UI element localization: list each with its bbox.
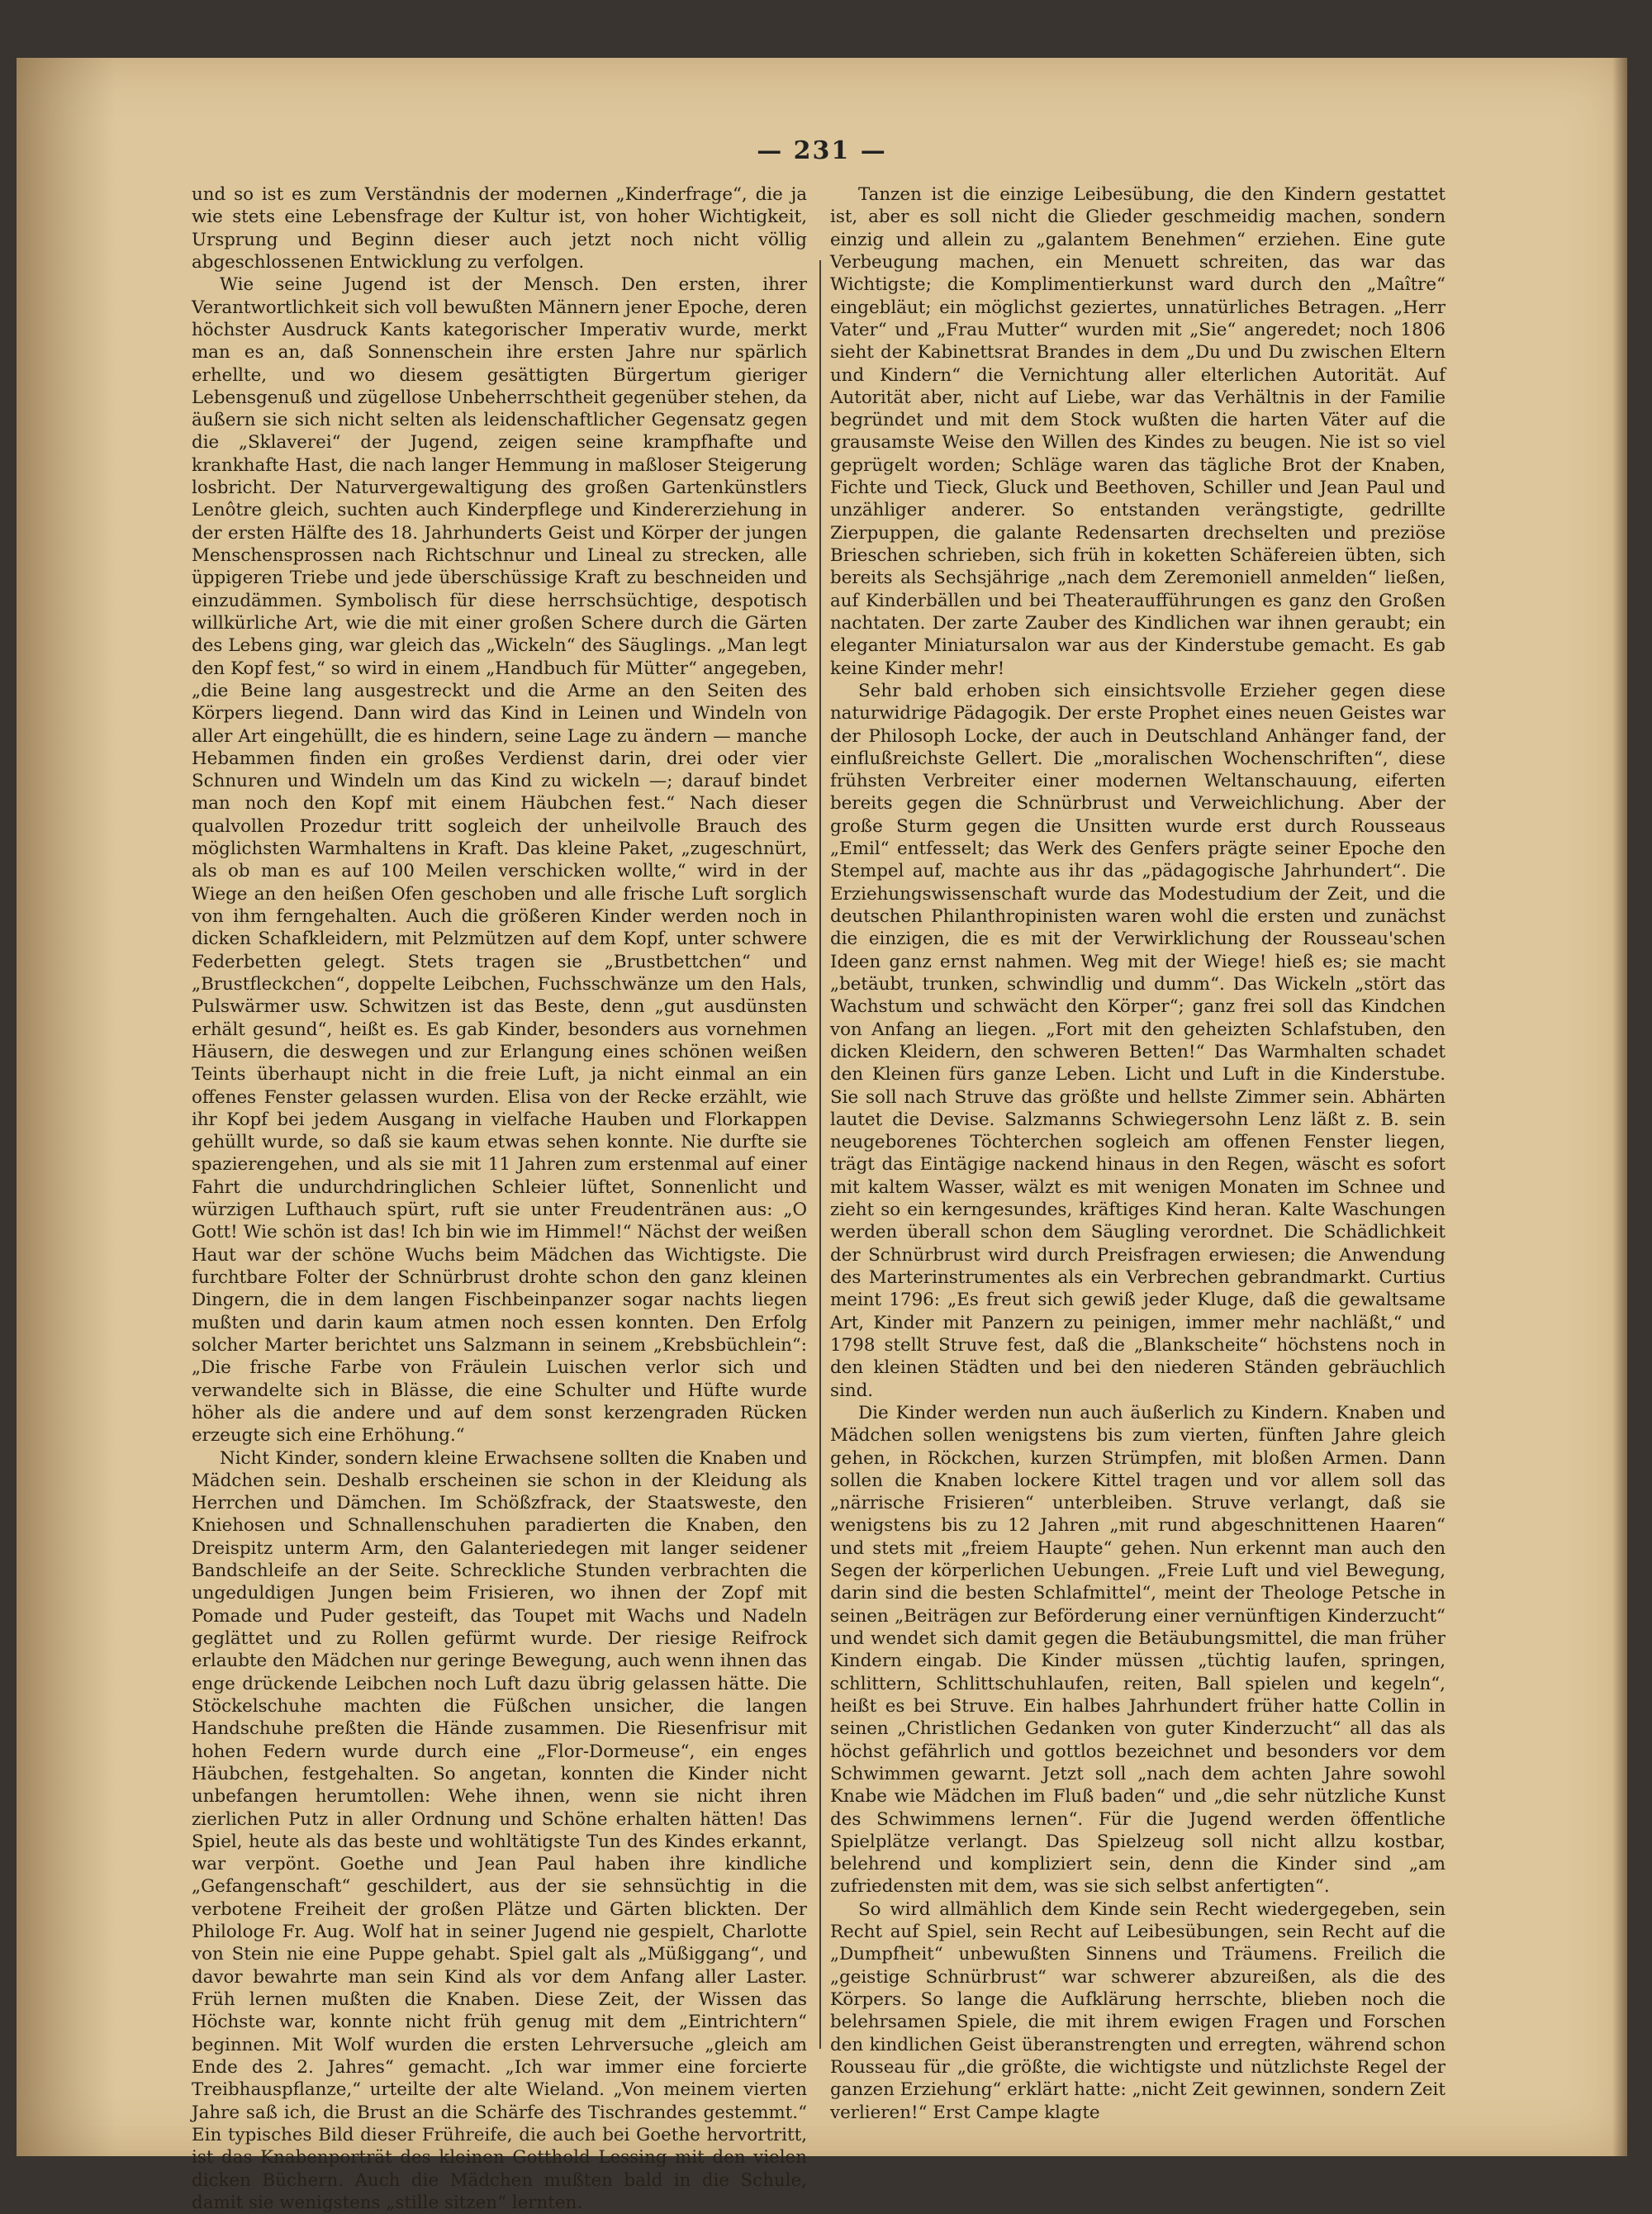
column-divider [819, 260, 821, 2049]
paragraph: Die Kinder werden nun auch äußerlich zu Kindern. Knaben und Mädchen sollen wenigstens bis zum vierten, fünften Jahre gleich gehen, in Röckchen, kurzen Strümpfen, mit bloßen Armen. Dann sollen die Knaben lockere Kittel tragen und vor allem soll das „närrische Frisieren“ unterbleiben. Struve verlangt, daß sie wenigstens bis zu 12 Jahren „mit rund abgeschnittenen Haaren“ und stets mit „freiem Haupte“ gehen. Nun erkennt man auch den Segen der körperlichen Uebungen. „Freie Luft und viel Bewegung, darin sind die besten Schlafmittel“, meint der Theologe Petsche in seinen „Beiträgen zur Beförderung einer vernünftigen Kinderzucht“ und wendet sich damit gegen die Betäubungsmittel, die man früher Kindern eingab. Die Kinder müssen „tüchtig laufen, springen, schlittern, Schlittschuhlaufen, reiten, Ball spielen und kegeln“, heißt es bei Struve. Ein halbes Jahrhundert früher hatte Collin in seinen „Christlichen Gedanken von guter Kinderzucht“ all das als höchst gefährlich und gottlos bezeichnet und besonders vor dem Schwimmen gewarnt. Jetzt soll „nach dem achten Jahre sowohl Knabe wie Mädchen im Fluß baden“ und „die sehr nützliche Kunst des Schwimmens lernen“. Für die Jugend werden öffentliche Spielplätze verlangt. Das Spielzeug soll nicht allzu kostbar, belehrend und kompliziert sein, denn die Kinder sind „am zufriedensten mit dem, was sie sich selbst anfertigten“. [830, 1402, 1446, 1898]
left-column [192, 183, 807, 2075]
book-page [17, 58, 1627, 2156]
paragraph: Wie seine Jugend ist der Mensch. Den ersten, ihrer Verantwortlichkeit sich voll bewußten Männern jener Epoche, deren höchster Ausdruck Kants kategorischer Imperativ wurde, merkt man es an, daß Sonnenschein ihre ersten Jahre nur spärlich erhellte, und wo diesem gesättigten Bürgertum gieriger Lebensgenuß und zügellose Unbeherrschtheit gegenüber stehen, da äußern sie sich nicht selten als leidenschaftlicher Gegensatz gegen die „Sklaverei“ der Jugend, zeigen seine krampfhafte und krankhafte Hast, die nach langer Hemmung in maßloser Steigerung losbricht. Der Naturvergewaltigung des großen Gartenkünstlers Lenôtre gleich, suchten auch Kinderpflege und Kindererziehung in der ersten Hälfte des 18. Jahrhunderts Geist und Körper der jungen Menschensprossen nach Richtschnur und Lineal zu strecken, alle üppigeren Triebe und jede überschüssige Kraft zu beschneiden und einzudämmen. Symbolisch für diese herrschsüchtige, despotisch willkürliche Art, wie die mit einer großen Schere durch die Gärten des Lebens ging, war gleich das „Wickeln“ des Säuglings. „Man legt den Kopf fest,“ so wird in einem „Handbuch für Mütter“ angegeben, „die Beine lang ausgestreckt und die Arme an den Seiten des Körpers liegend. Dann wird das Kind in Leinen und Windeln von aller Art eingehüllt, die es hindern, seine Lage zu ändern — manche Hebammen finden ein großes Verdienst darin, drei oder vier Schnuren und Windeln um das Kind zu wickeln —; darauf bindet man noch den Kopf mit einem Häubchen fest.“ Nach dieser qualvollen Prozedur tritt sogleich der unheilvolle Brauch des möglichsten Warmhaltens in Kraft. Das kleine Paket, „zugeschnürt, als ob man es auf 100 Meilen verschicken wollte,“ wird in der Wiege an den heißen Ofen geschoben und alle frische Luft sorglich von ihm ferngehalten. Auch die größeren Kinder werden noch in dicken Schafkleidern, mit Pelzmützen auf dem Kopf, unter schwere Federbetten gelegt. Stets tragen sie „Brustbettchen“ und „Brustfleckchen“, doppelte Leibchen, Fuchsschwänze um den Hals, Pulswärmer usw. Schwitzen ist das Beste, denn „gut ausdünsten erhält gesund“, heißt es. Es gab Kinder, besonders aus vornehmen Häusern, die deswegen und zur Erlangung eines schönen weißen Teints überhaupt nicht in die freie Luft, ja nicht einmal an ein offenes Fenster gelassen wurden. Elisa von der Recke erzählt, wie ihr Kopf bei jedem Ausgang in vielfache Hauben und Florkappen gehüllt wurde, so daß sie kaum etwas sehen konnte. Nie durfte sie spazierengehen, und als sie mit 11 Jahren zum erstenmal auf einer Fahrt die undurchdringlichen Schleier lüftet, Sonnenlicht und würzigen Lufthauch spürt, ruft sie unter Freudentränen aus: „O Gott! Wie schön ist das! Ich bin wie im Himmel!“ Nächst der weißen Haut war der schöne Wuchs beim Mädchen das Wichtigste. Die furchtbare Folter der Schnürbrust drohte schon den ganz kleinen Dingern, die in dem langen Fischbeinpanzer sogar nachts liegen mußten und darin kaum atmen noch essen konnten. Den Erfolg solcher Marter berichtet uns Salzmann in seinem „Krebsbüchlein“: „Die frische Farbe von Fräulein Luischen verlor sich und verwandelte sich in Blässe, die eine Schulter und Hüfte wurde höher als die andere und auf dem sonst kerzengraden Rücken erzeugte sich eine Erhöhung.“ [192, 273, 807, 1447]
page-number: — 231 — [17, 136, 1627, 165]
page-edge-shadow [1612, 58, 1627, 2156]
paragraph: Tanzen ist die einzige Leibesübung, die den Kindern gestattet ist, aber es soll nicht die Glieder geschmeidig machen, sondern einzig und allein zu „galantem Benehmen“ erziehen. Eine gute Verbeugung machen, ein Menuett schreiten, das war das Wichtigste; die Komplimentierkunst ward durch den „Maître“ eingebläut; ein möglichst geziertes, unnatürliches Betragen. „Herr Vater“ und „Frau Mutter“ wurden mit „Sie“ angeredet; noch 1806 sieht der Kabinettsrat Brandes in dem „Du und Du zwischen Eltern und Kindern“ die Vernichtung aller elterlichen Autorität. Auf Autorität aber, nicht auf Liebe, war das Verhältnis in der Familie begründet und mit dem Stock wußten die harten Väter auf die grausamste Weise den Willen des Kindes zu beugen. Nie ist so viel geprügelt worden; Schläge waren das tägliche Brot der Knaben, Fichte und Tieck, Gluck und Beethoven, Schiller und Jean Paul und unzähliger anderer. So entstanden verängstigte, gedrillte Zierpuppen, die galante Redensarten drechselten und preziöse Brieschen schrieben, sich früh in koketten Schäfereien übten, sich bereits als Sechsjährige „nach dem Zeremoniell anmelden“ ließen, auf Kinderbällen und bei Theateraufführungen es ganz den Großen nachtaten. Der zarte Zauber des Kindlichen war ihnen geraubt; ein eleganter Miniatursalon war aus der Kinderstube gemacht. Es gab keine Kinder mehr! [830, 183, 1446, 680]
paragraph: und so ist es zum Verständnis der modernen „Kinderfrage“, die ja wie stets eine Lebensfrage der Kultur ist, von hoher Wichtigkeit, Ursprung und Beginn dieser auch jetzt noch nicht völlig abgeschlossenen Entwicklung zu verfolgen. [192, 183, 807, 273]
paragraph: Sehr bald erhoben sich einsichtsvolle Erzieher gegen diese naturwidrige Pädagogik. Der erste Prophet eines neuen Geistes war der Philosoph Locke, der auch in Deutschland Anhänger fand, der einflußreichste Gellert. Die „moralischen Wochenschriften“, diese frühsten Verbreiter einer modernen Weltanschauung, eiferten bereits gegen die Schnürbrust und Verweichlichung. Aber der große Sturm gegen die Unsitten wurde erst durch Rousseaus „Emil“ entfesselt; das Werk des Genfers prägte seiner Epoche den Stempel auf, machte aus ihr das „pädagogische Jahrhundert“. Die Erziehungswissenschaft wurde das Modestudium der Zeit, und die deutschen Philanthropinisten waren wohl die ersten und zunächst die einzigen, die es mit der Verwirklichung der Rousseau'schen Ideen ganz ernst nahmen. Weg mit der Wiege! hieß es; sie macht „betäubt, trunken, schwindlig und dumm“. Das Wickeln „stört das Wachstum und schwächt den Körper“; ganz frei soll das Kindchen von Anfang an liegen. „Fort mit den geheizten Schlafstuben, den dicken Kleidern, den schweren Betten!“ Das Warmhalten schadet den Kleinen fürs ganze Leben. Licht und Luft in die Kinderstube. Sie soll nach Struve das größte und hellste Zimmer sein. Abhärten lautet die Devise. Salzmanns Schwiegersohn Lenz läßt z. B. sein neugeborenes Töchterchen sogleich am offenen Fenster liegen, trägt das Eintägige nackend hinaus in den Regen, wäscht es sofort mit kaltem Wasser, wälzt es mit wenigen Monaten im Schnee und zieht so ein kerngesundes, kräftiges Kind heran. Kalte Waschungen werden überall schon dem Säugling verordnet. Die Schädlichkeit der Schnürbrust wird durch Preisfragen erwiesen; die Anwendung des Marterinstrumentes als ein Verbrechen gebrandmarkt. Curtius meint 1796: „Es freut sich gewiß jeder Kluge, daß die gewaltsame Art, Kinder mit Panzern zu peinigen, immer mehr nachläßt,“ und 1798 stellt Struve fest, daß die „Blankscheite“ höchstens noch in den kleinen Städten und bei den niederen Ständen gebräuchlich sind. [830, 680, 1446, 1402]
right-column [830, 183, 1446, 2075]
paragraph: Nicht Kinder, sondern kleine Erwachsene sollten die Knaben und Mädchen sein. Deshalb erscheinen sie schon in der Kleidung als Herrchen und Dämchen. Im Schößzfrack, der Staatsweste, den Kniehosen und Schnallenschuhen paradierten die Knaben, den Dreispitz unterm Arm, den Galanteriedegen mit langer seidener Bandschleife an der Seite. Schreckliche Stunden verbrachten die ungeduldigen Jungen beim Frisieren, wo ihnen der Zopf mit Pomade und Puder gesteift, das Toupet mit Wachs und Nadeln geglättet und zu Rollen gefürmt wurde. Der riesige Reifrock erlaubte den Mädchen nur geringe Bewegung, auch wenn ihnen das enge drückende Leibchen noch Luft dazu übrig gelassen hätte. Die Stöckelschuhe machten die Füßchen unsicher, die langen Handschuhe preßten die Hände zusammen. Die Riesenfrisur mit hohen Federn wurde durch eine „Flor-Dormeuse“, ein enges Häubchen, festgehalten. So angetan, konnten die Kinder nicht unbefangen herumtollen: Wehe ihnen, wenn sie nicht ihren zierlichen Putz in aller Ordnung und Schöne erhalten hätten! Das Spiel, heute als das beste und wohltätigste Tun des Kindes erkannt, war verpönt. Goethe und Jean Paul haben ihre kindliche „Gefangenschaft“ geschildert, aus der sie sehnsüchtig in die verbotene Freiheit der großen Plätze und Gärten blickten. Der Philologe Fr. Aug. Wolf hat in seiner Jugend nie gespielt, Charlotte von Stein nie eine Puppe gehabt. Spiel galt als „Müßiggang“, und davor bewahrte man sein Kind als vor dem Anfang aller Laster. Früh lernen mußten die Knaben. Diese Zeit, der Wissen das Höchste war, konnte nicht früh genug mit dem „Eintrichtern“ beginnen. Mit Wolf wurden die ersten Lehrversuche „gleich am Ende des 2. Jahres“ gemacht. „Ich war immer eine forcierte Treibhauspflanze,“ urteilte der alte Wieland. „Von meinem vierten Jahre saß ich, die Brust an die Schärfe des Tischrandes gestemmt.“ Ein typisches Bild dieser Frühreife, die auch bei Goethe hervortritt, ist das Knabenporträt des kleinen Gotthold Lessing mit den vielen dicken Büchern. Auch die Mädchen mußten bald in die Schule, damit sie wenigstens „stille sitzen“ lernten. [192, 1447, 807, 2214]
page-spine-shadow [17, 58, 116, 2156]
paragraph: So wird allmählich dem Kinde sein Recht wiedergegeben, sein Recht auf Spiel, sein Recht auf Leibesübungen, sein Recht auf die „Dumpfheit“ unbewußten Sinnens und Träumens. Freilich die „geistige Schnürbrust“ war schwerer abzureißen, als die des Körpers. So lange die Aufklärung herrschte, blieben noch die belehrsamen Spiele, die mit ihrem ewigen Fragen und Forschen den kindlichen Geist überanstrengten und erregten, während schon Rousseau für „die größte, die wichtigste und nützlichste Regel der ganzen Erziehung“ erklärt hatte: „nicht Zeit gewinnen, sondern Zeit verlieren!“ Erst Campe klagte [830, 1898, 1446, 2124]
